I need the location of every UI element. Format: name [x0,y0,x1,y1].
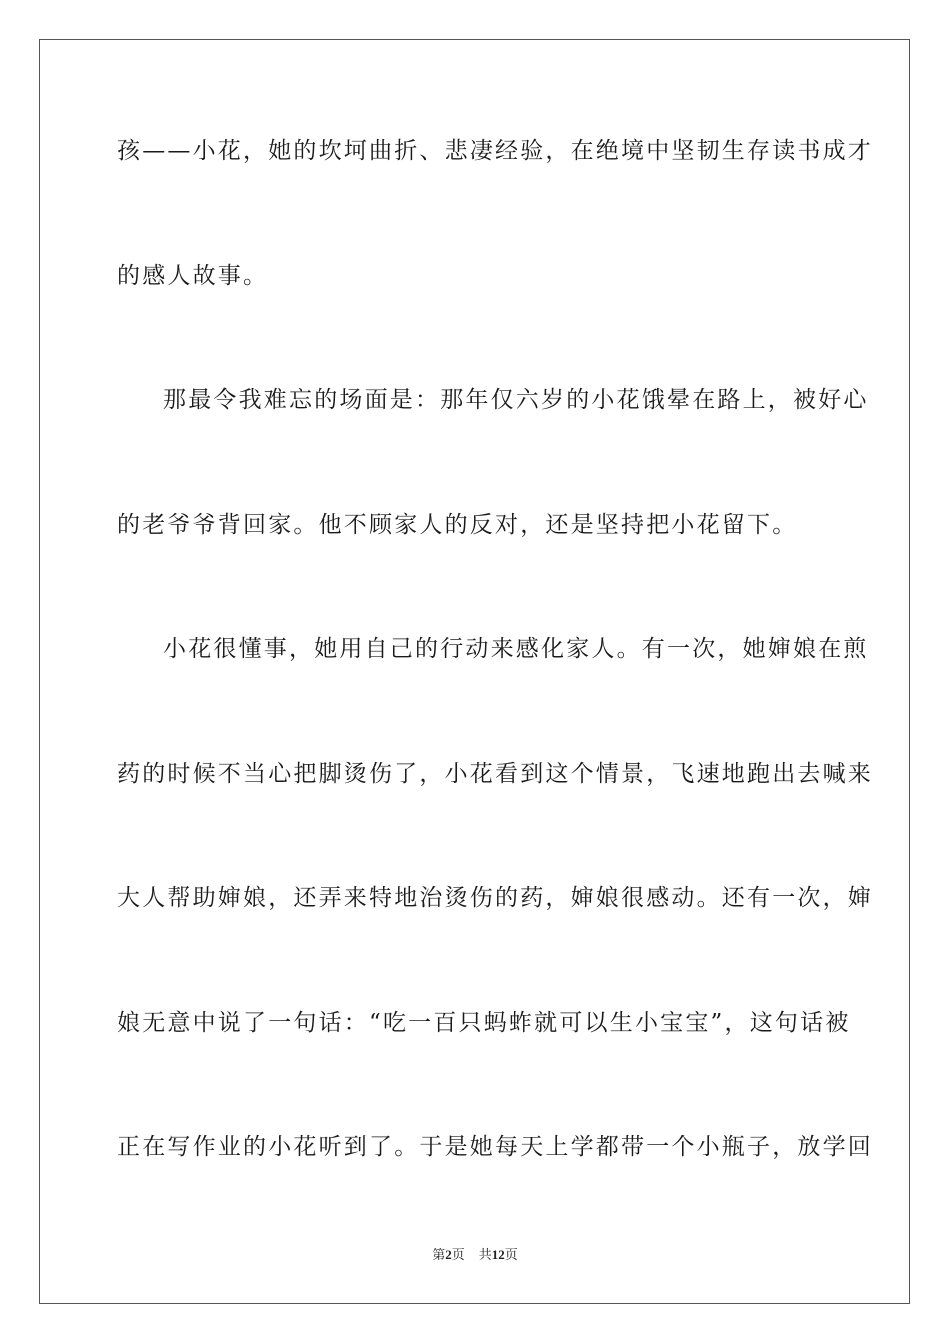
text-line: 药的时候不当心把脚烫伤了，小花看到这个情景，飞速地跑出去喊来 [117,761,873,787]
page-footer [0,1246,950,1264]
text-line: 正在写作业的小花听到了。于是她每天上学都带一个小瓶子，放学回 [117,1134,873,1160]
total-suffix: 页 [504,1247,518,1262]
page-suffix: 页 [451,1247,465,1262]
paragraph-start-line: 小花很懂事，她用自己的行动来感化家人。有一次，她婶娘在煎 [163,636,869,662]
text-line: 娘无意中说了一句话：“吃一百只蚂蚱就可以生小宝宝”，这句话被 [117,1010,851,1036]
page-prefix: 第 [432,1247,446,1262]
total-prefix: 共 [478,1247,492,1262]
text-line: 的感人故事。 [117,263,269,289]
page-border [39,39,910,1304]
text-line: 的老爷爷背回家。他不顾家人的反对，还是坚持把小花留下。 [117,512,798,538]
text-line: 大人帮助婶娘，还弄来特地治烫伤的药，婶娘很感动。还有一次，婶 [117,885,873,911]
page-number: 2 [445,1247,452,1262]
text-line: 孩——小花，她的坎坷曲折、悲凄经验，在绝境中坚韧生存读书成才 [117,138,873,164]
total-pages: 12 [491,1247,505,1262]
paragraph-start-line: 那最令我难忘的场面是：那年仅六岁的小花饿晕在路上，被好心 [163,387,869,413]
